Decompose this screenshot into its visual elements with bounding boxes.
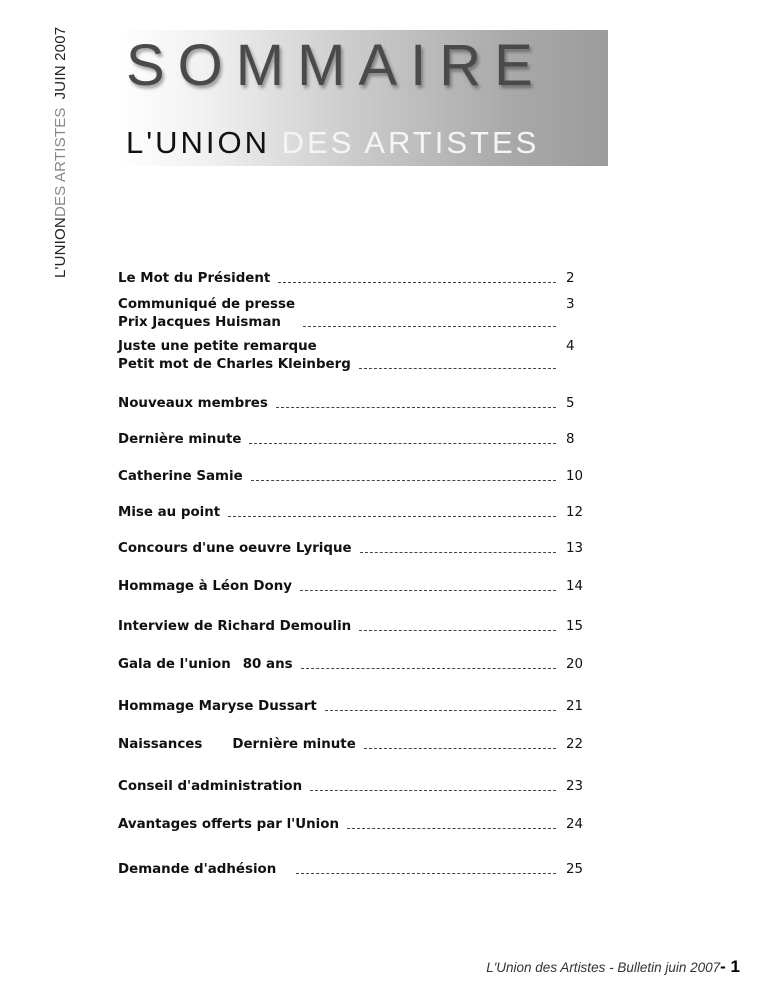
toc-entry-part1: Gala de l'union [118, 657, 231, 672]
page-title: SOMMAIRE [126, 33, 546, 98]
toc-entry-title: Catherine Samie [118, 469, 243, 484]
toc-entry-title: Conseil d'administration [118, 779, 303, 794]
toc-entry-title: Nouveaux membres [118, 396, 268, 411]
toc-leader [300, 590, 556, 591]
toc-entry-title [118, 736, 356, 754]
toc-entry[interactable] [118, 816, 588, 834]
toc-entry[interactable] [118, 578, 588, 596]
side-label [52, 27, 69, 278]
toc-entry-title: Mise au point [118, 505, 221, 520]
toc-entry[interactable] [118, 618, 588, 636]
toc-entry-part1: Naissances [118, 737, 203, 752]
toc-entry-title: Interview de Richard Demoulin [118, 619, 352, 634]
toc-entry-title: Hommage à Léon Dony [118, 579, 292, 594]
toc-entry-page: 14 [566, 579, 584, 594]
toc-entry-title [118, 296, 295, 332]
toc-leader [251, 480, 556, 481]
toc-entry-page: 12 [566, 505, 584, 520]
toc-entry-page: 8 [566, 432, 575, 447]
toc-entry-page: 2 [566, 271, 575, 286]
toc-leader [278, 282, 556, 283]
toc-entry-title [118, 656, 293, 674]
toc-entry-title [118, 338, 351, 374]
toc-entry-line1: Communiqué de presse [118, 297, 296, 312]
toc-entry-page: 4 [566, 339, 575, 354]
header-banner [116, 30, 608, 166]
toc-entry-title: Le Mot du Président [118, 271, 271, 286]
toc-entry-page: 21 [566, 699, 584, 714]
toc-leader [364, 748, 556, 749]
page-footer [486, 957, 740, 977]
toc-leader [303, 326, 556, 327]
toc-entry[interactable] [118, 698, 588, 716]
toc-entry-line2: Prix Jacques Huisman [118, 315, 281, 330]
toc-entry-title: Avantages offerts par l'Union [118, 817, 339, 832]
toc-leader [310, 790, 556, 791]
toc-entry-page: 15 [566, 619, 584, 634]
toc-leader [347, 828, 556, 829]
footer-page-number: - 1 [720, 957, 740, 976]
toc-entry-page: 13 [566, 541, 584, 556]
toc-entry[interactable] [118, 861, 588, 879]
banner-subtitle-union: L'UNION [126, 125, 271, 160]
toc-leader [325, 710, 556, 711]
toc-entry[interactable] [118, 736, 588, 754]
side-label-artistes: DES ARTISTES [52, 107, 69, 218]
toc-entry-part2: 80 ans [242, 657, 293, 672]
toc-entry[interactable] [118, 296, 588, 332]
toc-leader [296, 873, 556, 874]
toc-entry-line1: Juste une petite remarque [118, 339, 317, 354]
toc-entry-page: 5 [566, 396, 575, 411]
toc-entry-page: 23 [566, 779, 584, 794]
toc-entry-page: 25 [566, 862, 584, 877]
toc-entry-title: Dernière minute [118, 432, 242, 447]
toc-entry-page: 22 [566, 737, 584, 752]
toc-entry-line2: Petit mot de Charles Kleinberg [118, 357, 351, 372]
banner-subtitle [126, 125, 539, 161]
footer-text: L'Union des Artistes - Bulletin juin 2007 [486, 960, 721, 975]
toc-entry-title: Demande d'adhésion [118, 862, 277, 877]
toc-leader [360, 552, 556, 553]
toc-entry-part2: Dernière minute [232, 737, 356, 752]
side-label-date: JUIN 2007 [52, 26, 69, 100]
toc-entry[interactable] [118, 395, 588, 413]
toc-leader [249, 443, 556, 444]
toc-leader [359, 368, 556, 369]
toc-entry-title: Hommage Maryse Dussart [118, 699, 317, 714]
toc-entry-page: 10 [566, 469, 584, 484]
toc-entry[interactable] [118, 656, 588, 674]
toc-entry[interactable] [118, 504, 588, 522]
toc-entry[interactable] [118, 270, 588, 288]
toc-entry[interactable] [118, 431, 588, 449]
toc-leader [301, 668, 556, 669]
toc-entry[interactable] [118, 468, 588, 486]
side-label-union: L'UNION [52, 217, 69, 278]
toc-entry[interactable] [118, 778, 588, 796]
toc-entry-page: 20 [566, 657, 584, 672]
toc-entry[interactable] [118, 338, 588, 374]
toc-entry-page: 3 [566, 297, 575, 312]
toc-entry-title: Concours d'une oeuvre Lyrique [118, 541, 352, 556]
toc-entry[interactable] [118, 540, 588, 558]
toc-entry-page: 24 [566, 817, 584, 832]
toc-leader [359, 630, 556, 631]
toc-leader [276, 407, 556, 408]
toc-leader [228, 516, 556, 517]
banner-subtitle-artistes: DES ARTISTES [281, 125, 540, 160]
